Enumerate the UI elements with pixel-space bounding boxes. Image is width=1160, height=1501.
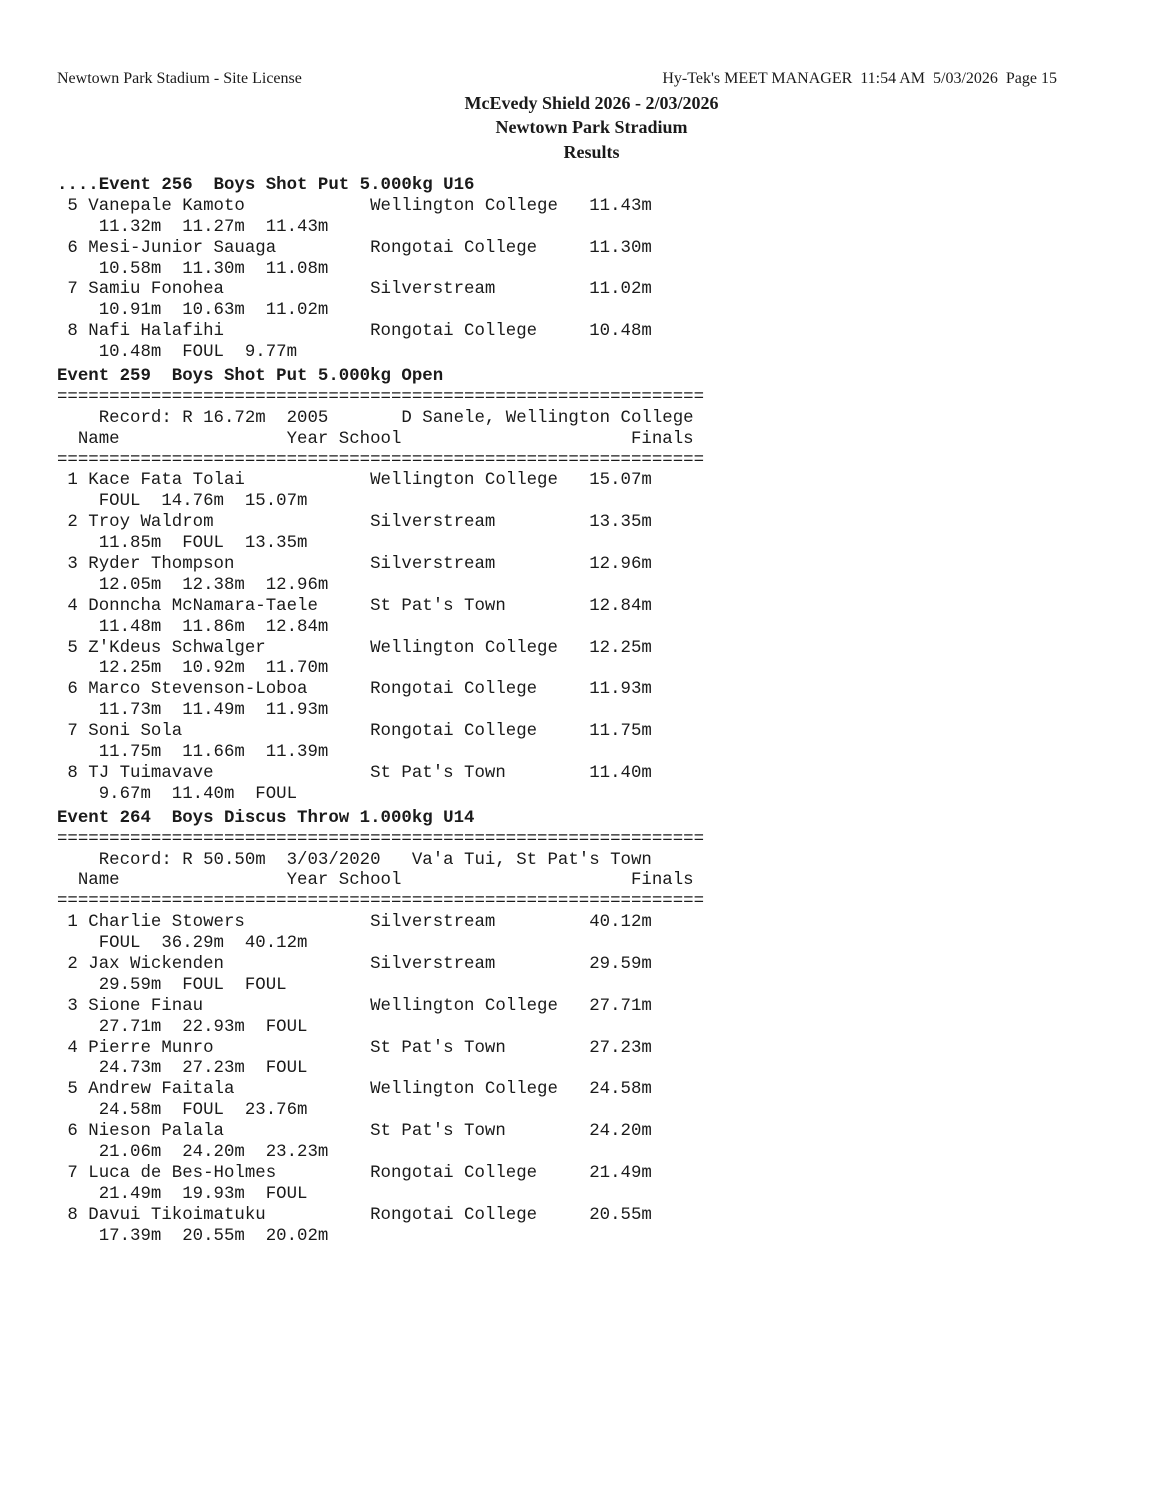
result-series: 10.91m 10.63m 11.02m xyxy=(57,301,329,321)
result-series: 21.49m 19.93m FOUL xyxy=(57,1184,308,1204)
result-series: 12.05m 12.38m 12.96m xyxy=(57,575,329,595)
result-series: 9.67m 11.40m FOUL xyxy=(57,784,298,804)
column-headers: Name Year School Finals xyxy=(57,429,694,449)
result-series: 10.48m FOUL 9.77m xyxy=(57,343,298,363)
meet-title: McEvedy Shield 2026 - 2/03/2026 xyxy=(464,93,719,113)
event-title: Event 259 Boys Shot Put 5.000kg Open xyxy=(57,367,444,387)
result-row: 2 Troy Waldrom Silverstream 13.35m xyxy=(57,513,652,533)
result-series: 11.73m 11.49m 11.93m xyxy=(57,701,329,721)
result-series: 17.39m 20.55m 20.02m xyxy=(57,1226,329,1246)
result-series: 11.85m FOUL 13.35m xyxy=(57,534,308,554)
result-row: 6 Mesi-Junior Sauaga Rongotai College 11.30m xyxy=(57,238,652,258)
event-record: Record: R 50.50m 3/03/2020 Va'a Tui, St Pat's Town xyxy=(57,850,652,870)
divider: ============================================================== xyxy=(57,892,705,912)
event-title: Event 264 Boys Discus Throw 1.000kg U14 xyxy=(57,808,475,828)
result-row: 5 Z'Kdeus Schwalger Wellington College 12.25m xyxy=(57,638,652,658)
divider: ============================================================== xyxy=(57,829,705,849)
result-series: 24.73m 27.23m FOUL xyxy=(57,1059,308,1079)
divider: ============================================================== xyxy=(57,450,705,470)
result-series: 11.75m 11.66m 11.39m xyxy=(57,743,329,763)
result-series: 24.58m FOUL 23.76m xyxy=(57,1101,308,1121)
result-row: 8 TJ Tuimavave St Pat's Town 11.40m xyxy=(57,763,652,783)
section-title: Results xyxy=(563,142,620,162)
column-headers: Name Year School Finals xyxy=(57,871,694,891)
result-series: FOUL 36.29m 40.12m xyxy=(57,934,308,954)
site-license-label: Newtown Park Stadium - Site License xyxy=(57,70,302,87)
result-series: 11.32m 11.27m 11.43m xyxy=(57,217,329,237)
event-record: Record: R 16.72m 2005 D Sanele, Wellington College xyxy=(57,408,694,428)
result-series: 11.48m 11.86m 12.84m xyxy=(57,617,329,637)
result-series: 21.06m 24.20m 23.23m xyxy=(57,1142,329,1162)
result-row: 1 Kace Fata Tolai Wellington College 15.07m xyxy=(57,471,652,491)
result-row: 7 Samiu Fonohea Silverstream 11.02m xyxy=(57,280,652,300)
result-row: 2 Jax Wickenden Silverstream 29.59m xyxy=(57,954,652,974)
result-series: 12.25m 10.92m 11.70m xyxy=(57,659,329,679)
result-series: 10.58m 11.30m 11.08m xyxy=(57,259,329,279)
result-series: 27.71m 22.93m FOUL xyxy=(57,1017,308,1037)
software-page-info: Hy-Tek's MEET MANAGER 11:54 AM 5/03/2026 Page 15 xyxy=(662,70,1057,87)
result-row: 3 Ryder Thompson Silverstream 12.96m xyxy=(57,555,652,575)
result-row: 8 Davui Tikoimatuku Rongotai College 20.55m xyxy=(57,1205,652,1225)
event-title: ....Event 256 Boys Shot Put 5.000kg U16 xyxy=(57,176,475,195)
results-listing xyxy=(57,176,704,1247)
result-row: 7 Soni Sola Rongotai College 11.75m xyxy=(57,722,652,742)
result-series: FOUL 14.76m 15.07m xyxy=(57,492,308,512)
result-row: 8 Nafi Halafihi Rongotai College 10.48m xyxy=(57,322,652,342)
divider: ============================================================== xyxy=(57,387,705,407)
venue-title: Newtown Park Stradium xyxy=(495,117,688,137)
result-row: 1 Charlie Stowers Silverstream 40.12m xyxy=(57,913,652,933)
result-row: 6 Nieson Palala St Pat's Town 24.20m xyxy=(57,1122,652,1142)
result-series: 29.59m FOUL FOUL xyxy=(57,975,287,995)
result-row: 4 Donncha McNamara-Taele St Pat's Town 12.84m xyxy=(57,596,652,616)
result-row: 3 Sione Finau Wellington College 27.71m xyxy=(57,996,652,1016)
result-row: 4 Pierre Munro St Pat's Town 27.23m xyxy=(57,1038,652,1058)
result-row: 5 Vanepale Kamoto Wellington College 11.43m xyxy=(57,196,652,216)
result-row: 5 Andrew Faitala Wellington College 24.58m xyxy=(57,1080,652,1100)
result-row: 7 Luca de Bes-Holmes Rongotai College 21.49m xyxy=(57,1163,652,1183)
result-row: 6 Marco Stevenson-Loboa Rongotai College 11.93m xyxy=(57,680,652,700)
